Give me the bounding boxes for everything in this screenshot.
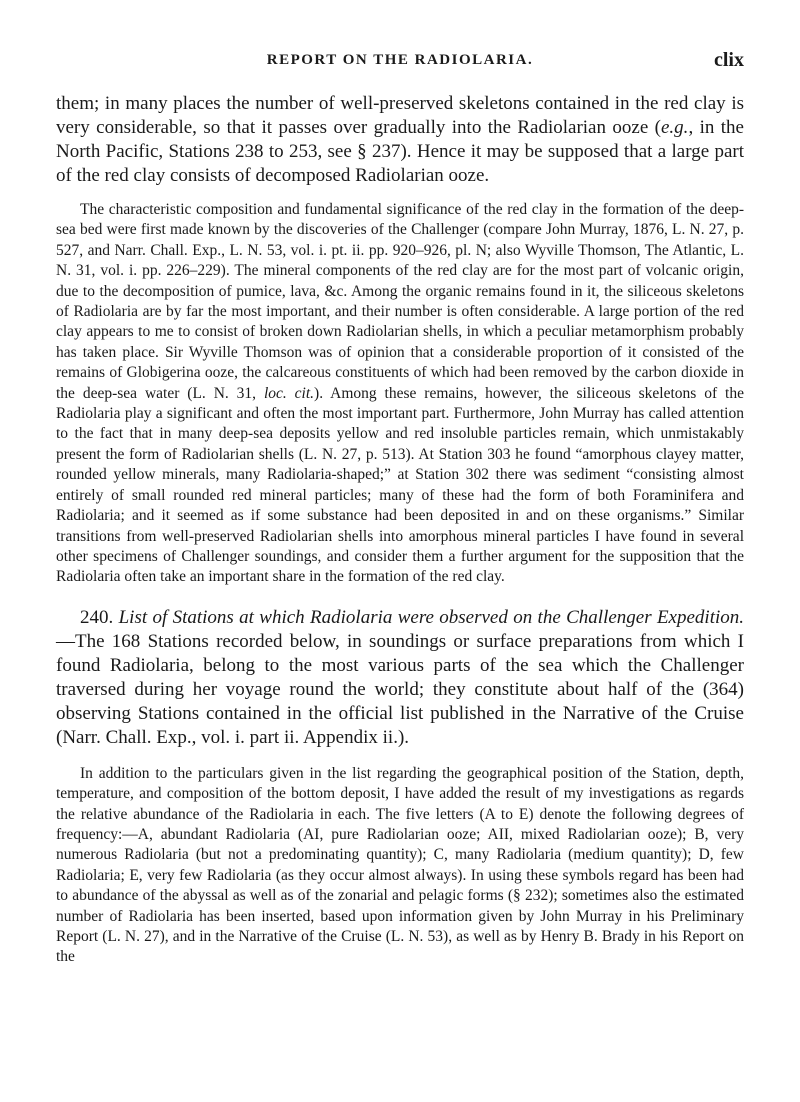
paragraph-text: ). Among these remains, however, the siliceous skeletons of the Radiolaria play a significant and often the most important part. Furthermore, John Murray has called attention to the fact that in many deep-sea deposits yellow and red insoluble particles remain, which unmistakably present the form of Radiolarian shells (L. N. 27, p. 513). At Station 303 he found “amorphous clayey matter, rounded yellow minerals, many Radiolaria-shaped;” at Station 302 there was sediment “consisting almost entirely of small rounded red mineral particles; many of these had the form of both Foraminifera and Radiolaria; and it seemed as if some substance had been deposited in and on these organisms.” Similar transitions from well-preserved Radiolarian shells into amorphous mineral particles I have found in several other specimens of Challenger soundings, and consider them a further argument for the supposition that the Radiolaria often take an important share in the formation of the red clay. (56, 384, 744, 586)
running-head (56, 49, 744, 92)
running-title: REPORT ON THE RADIOLARIA. (266, 52, 534, 68)
paragraph-text: —The 168 Stations recorded below, in soundings or surface preparations from which I found Radiolaria, belong to the most various parts of the sea which the Challenger traversed during her voyage round the world; they constitute about half of the (364) observing Stations contained in the official list published in the Narrative of the Cruise (Narr. Chall. Exp., vol. i. part ii. Appendix ii.). (56, 630, 744, 748)
paragraph-text: The characteristic composition and fundamental significance of the red clay in the formation of the deep-sea bed were first made known by the discoveries of the Challenger (compare John Murray, 1876, L. N. 27, p. 527, and Narr. Chall. Exp., L. N. 53, vol. i. pt. ii. pp. 920–926, pl. N; also Wyville Thomson, The Atlantic, L. N. 31, vol. i. pp. 226–229). The mineral components of the red clay are for the most part of volcanic origin, due to the decomposition of pumice, lava, &c. Among the organic remains found in it, the siliceous skeletons of Radiolaria are by far the most important, and their number is often considerable. A large portion of the red clay appears to me to consist of broken down Radiolarian shells, in which a peculiar metamorphism probably has taken place. Sir Wyville Thomson was of opinion that a considerable proportion of it consisted of the remains of Globigerina ooze, the calcareous constituents of which had been removed by the carbon dioxide in the deep-sea water (L. N. 31, (56, 201, 744, 402)
paragraph-italic-text: e.g. (661, 117, 689, 138)
paragraph-text: , in the North Pacific, Stations 238 to 253, see § 237). Hence it may be supposed that a large part of the red clay consists of decomposed Radiolarian ooze. (56, 117, 744, 186)
document-page (0, 49, 800, 1102)
page-number: clix (714, 49, 744, 71)
paragraph-red-clay (56, 200, 744, 588)
paragraph-text: them; in many places the number of well-preserved skeletons contained in the red clay is very considerable, so that it passes over gradually into the Radiolarian ooze ( (56, 93, 744, 138)
paragraph-frequency-symbols (56, 764, 744, 968)
section-number: 240. (80, 606, 119, 628)
paragraph-italic-text: loc. cit. (263, 384, 315, 402)
paragraph-continuation (56, 92, 744, 188)
section-240-paragraph (56, 606, 744, 750)
section-heading: List of Stations at which Radiolaria were observed on the Challenger Expedition. (118, 606, 745, 628)
paragraph-text: In addition to the particulars given in the list regarding the geographical position of the Station, depth, temperature, and composition of the bottom deposit, I have added the result of my investigations as regards the relative abundance of the Radiolaria in each. The five letters (A to E) denote the following degrees of frequency:—A, abundant Radiolaria (AI, pure Radiolarian ooze; AII, mixed Radiolarian ooze); B, very numerous Radiolaria (but not a predominating quantity); C, many Radiolaria (medium quantity); D, few Radiolaria; E, very few Radiolaria (as they occur almost always). In using these symbols regard has been had to abundance of the abyssal as well as of the zonarial and pelagic forms (§ 232); sometimes also the estimated number of Radiolaria has been inserted, based upon information given by John Murray in his Preliminary Report (L. N. 27), and in the Narrative of the Cruise (L. N. 53), as well as by Henry B. Brady in his Report on the (56, 764, 744, 966)
